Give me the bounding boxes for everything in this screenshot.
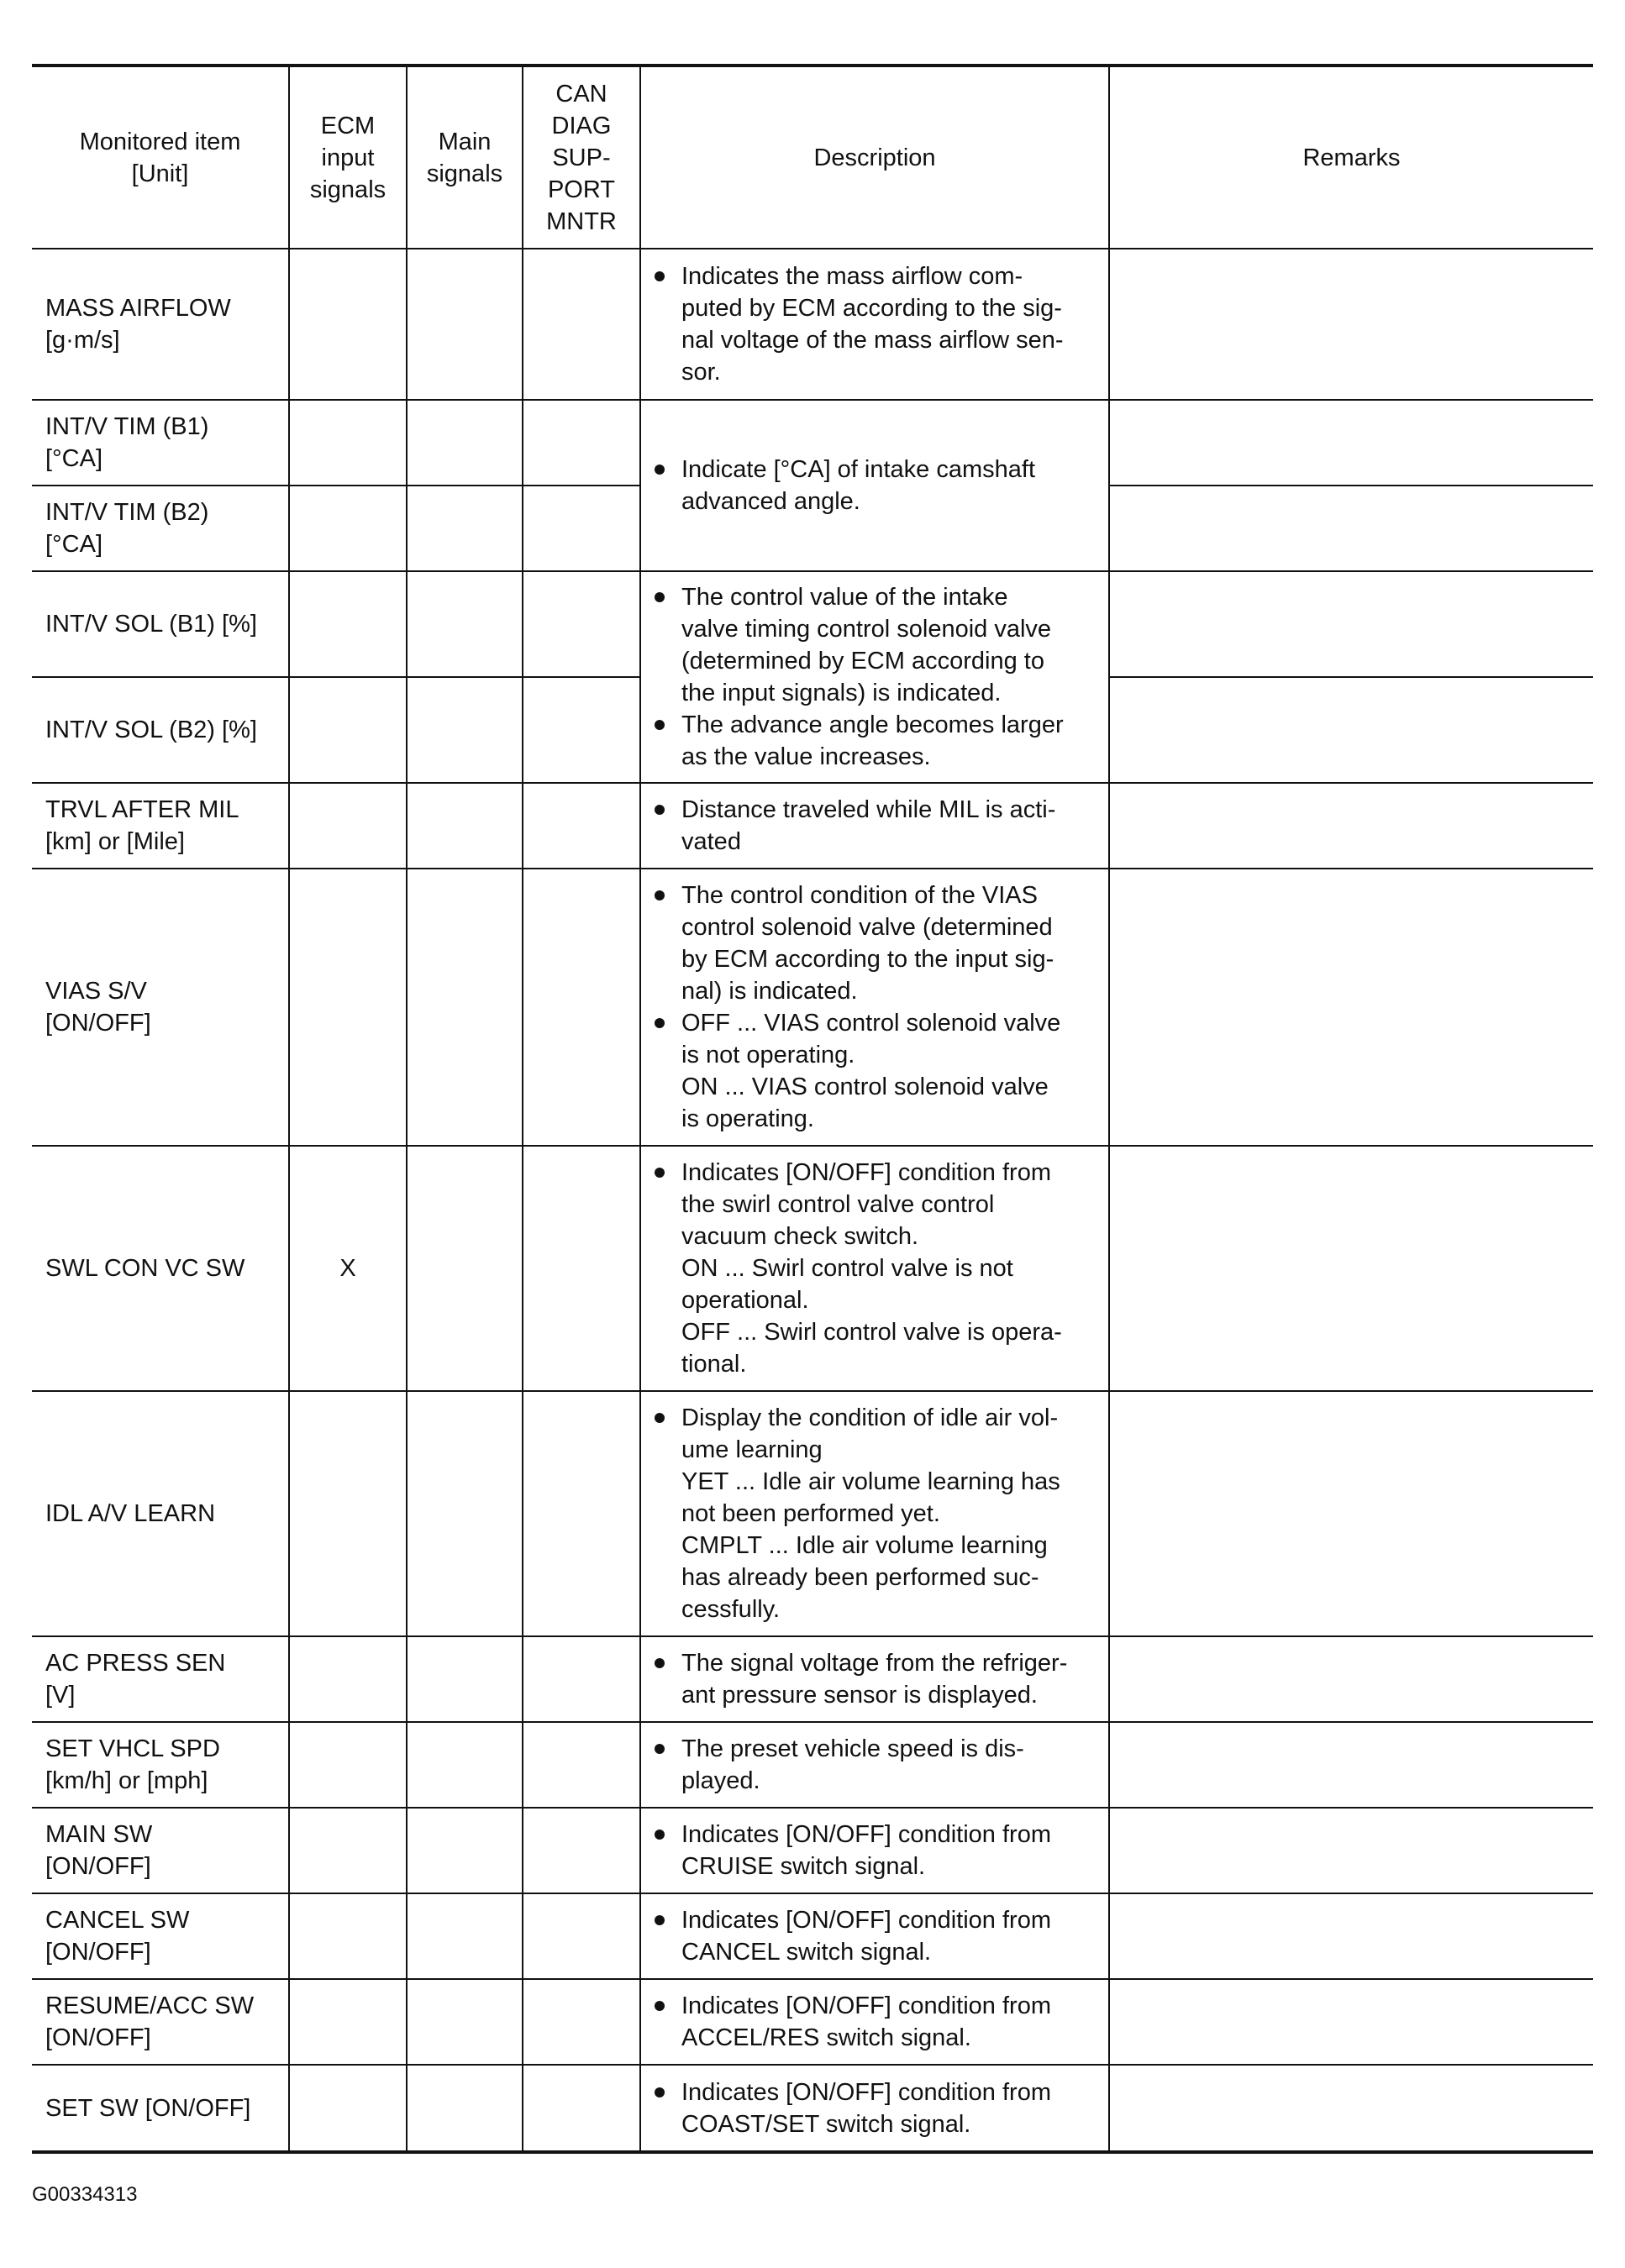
description-bullet [649, 1904, 1098, 1968]
description-line: YET ... Idle air volume learning has [681, 1468, 1060, 1495]
monitored-item-cell [32, 1391, 289, 1636]
description-cell [640, 571, 1109, 783]
ecm-input-cell [289, 869, 407, 1146]
can-diag-cell [523, 1893, 640, 1979]
description-line: Indicates [ON/OFF] condition from [681, 1907, 1051, 1934]
monitored-item-text: INT/V SOL (B2) [%] [45, 717, 257, 743]
monitored-item-text: MASS AIRFLOW [45, 295, 231, 322]
table-row [32, 1979, 1593, 2065]
description-bullet-list [649, 454, 1098, 517]
description-line: advanced angle. [681, 488, 860, 515]
remarks-cell [1109, 1391, 1593, 1636]
remarks-cell [1109, 2065, 1593, 2152]
can-diag-cell [523, 1722, 640, 1808]
main-signals-cell [407, 1722, 523, 1808]
description-line: played. [681, 1767, 760, 1794]
can-diag-cell [523, 571, 640, 677]
table-body [32, 249, 1593, 2152]
main-signals-cell [407, 869, 523, 1146]
ecm-input-cell [289, 677, 407, 783]
monitored-item-text: [km] or [Mile] [45, 828, 185, 855]
description-bullet-list [649, 2076, 1098, 2140]
table-row [32, 2065, 1593, 2152]
description-line: by ECM according to the input sig- [681, 946, 1054, 973]
description-bullet-list [649, 1819, 1098, 1882]
monitored-item-text: CANCEL SW [45, 1907, 190, 1934]
monitored-item-cell [32, 783, 289, 869]
figure-id: G00334313 [32, 2183, 138, 2206]
remarks-cell [1109, 1979, 1593, 2065]
description-line: operational. [681, 1287, 809, 1314]
description-bullet-list [649, 1904, 1098, 1968]
description-bullet [649, 2076, 1098, 2140]
main-signals-cell [407, 2065, 523, 2152]
description-line: is not operating. [681, 1042, 855, 1068]
header-monitored-item: Monitored item [Unit] [32, 66, 289, 249]
description-line: Indicates [ON/OFF] condition from [681, 1159, 1051, 1186]
description-line: OFF ... VIAS control solenoid valve [681, 1010, 1061, 1037]
description-line: has already been performed suc- [681, 1564, 1039, 1591]
main-signals-cell [407, 1808, 523, 1893]
description-bullet-list [649, 581, 1098, 773]
description-line: cessfully. [681, 1596, 781, 1623]
can-diag-cell [523, 1979, 640, 2065]
main-signals-cell [407, 1979, 523, 2065]
table-row [32, 400, 1593, 486]
header-description: Description [640, 66, 1109, 249]
table-row [32, 249, 1593, 400]
description-line: vacuum check switch. [681, 1223, 919, 1250]
monitored-item-text: TRVL AFTER MIL [45, 796, 239, 823]
description-cell [640, 1146, 1109, 1391]
main-signals-cell [407, 400, 523, 486]
remarks-cell [1109, 571, 1593, 677]
description-cell [640, 1979, 1109, 2065]
ecm-input-cell [289, 1391, 407, 1636]
monitored-item-text: [g·m/s] [45, 327, 120, 354]
ecm-input-cell [289, 1636, 407, 1722]
main-signals-cell [407, 677, 523, 783]
monitored-item-text: [ON/OFF] [45, 1010, 151, 1037]
remarks-cell [1109, 1893, 1593, 1979]
table-row [32, 1722, 1593, 1808]
description-line: ume learning [681, 1436, 823, 1463]
monitored-item-text: [ON/OFF] [45, 1939, 151, 1966]
description-bullet [649, 454, 1098, 517]
ecm-input-cell [289, 1808, 407, 1893]
description-line: CMPLT ... Idle air volume learning [681, 1532, 1048, 1559]
header-row [32, 66, 1593, 249]
ecm-input-cell [289, 486, 407, 571]
remarks-cell [1109, 486, 1593, 571]
description-bullet [649, 1402, 1098, 1625]
description-line: nal) is indicated. [681, 978, 858, 1005]
monitored-item-text: MAIN SW [45, 1821, 153, 1848]
monitored-item-cell [32, 1808, 289, 1893]
description-line: CRUISE switch signal. [681, 1853, 926, 1880]
remarks-cell [1109, 249, 1593, 400]
description-cell [640, 249, 1109, 400]
description-cell [640, 869, 1109, 1146]
monitored-item-text: INT/V SOL (B1) [%] [45, 611, 257, 638]
can-diag-cell [523, 677, 640, 783]
description-line: The signal voltage from the refriger- [681, 1650, 1068, 1677]
monitored-item-text: [°CA] [45, 445, 103, 472]
table-row [32, 1808, 1593, 1893]
description-bullet-list [649, 1402, 1098, 1625]
description-line: ant pressure sensor is displayed. [681, 1682, 1038, 1709]
table-row [32, 1893, 1593, 1979]
table-row [32, 783, 1593, 869]
description-line: puted by ECM according to the sig- [681, 295, 1062, 322]
monitored-item-cell [32, 1146, 289, 1391]
remarks-cell [1109, 1636, 1593, 1722]
monitored-item-text: RESUME/ACC SW [45, 1992, 255, 2019]
description-line: COAST/SET switch signal. [681, 2110, 971, 2138]
description-line: The preset vehicle speed is dis- [681, 1735, 1024, 1762]
monitored-item-cell [32, 2065, 289, 2152]
header-ecm-input-signals: ECM input signals [289, 66, 407, 249]
can-diag-cell [523, 1636, 640, 1722]
monitored-item-text: [V] [45, 1682, 76, 1709]
description-line: Indicates [ON/OFF] condition from [681, 1992, 1051, 2019]
table-row [32, 1391, 1593, 1636]
monitored-item-text: IDL A/V LEARN [45, 1500, 216, 1527]
description-cell [640, 1808, 1109, 1893]
ecm-input-cell [289, 400, 407, 486]
description-line: Indicates the mass airflow com- [681, 263, 1023, 290]
monitored-item-cell [32, 869, 289, 1146]
main-signals-cell [407, 486, 523, 571]
description-cell [640, 400, 1109, 571]
table-row [32, 1146, 1593, 1391]
can-diag-cell [523, 869, 640, 1146]
description-line: ACCEL/RES switch signal. [681, 2024, 971, 2051]
ecm-input-cell [289, 1979, 407, 2065]
can-diag-cell [523, 2065, 640, 2152]
description-bullet-list [649, 260, 1098, 388]
can-diag-cell [523, 486, 640, 571]
monitored-item-cell [32, 1722, 289, 1808]
main-signals-cell [407, 249, 523, 400]
can-diag-cell [523, 1808, 640, 1893]
can-diag-cell [523, 1146, 640, 1391]
monitored-item-text: [km/h] or [mph] [45, 1767, 208, 1794]
description-line: sor. [681, 359, 721, 386]
description-bullet [649, 1007, 1098, 1135]
table-row [32, 869, 1593, 1146]
main-signals-cell [407, 1146, 523, 1391]
main-signals-cell [407, 1391, 523, 1636]
description-line: nal voltage of the mass airflow sen- [681, 327, 1064, 354]
description-line: The advance angle becomes larger [681, 711, 1064, 738]
description-cell [640, 2065, 1109, 2152]
remarks-cell [1109, 869, 1593, 1146]
description-bullet [649, 581, 1098, 709]
monitored-item-text: VIAS S/V [45, 978, 147, 1005]
description-cell [640, 1722, 1109, 1808]
description-bullet-list [649, 1647, 1098, 1711]
description-bullet-list [649, 1990, 1098, 2054]
description-line: the input signals) is indicated. [681, 680, 1002, 706]
description-bullet [649, 879, 1098, 1007]
main-signals-cell [407, 783, 523, 869]
description-bullet-list [649, 1733, 1098, 1797]
description-bullet [649, 1819, 1098, 1882]
remarks-cell [1109, 1722, 1593, 1808]
description-line: Indicates [ON/OFF] condition from [681, 1821, 1051, 1848]
table-row [32, 1636, 1593, 1722]
remarks-cell [1109, 400, 1593, 486]
description-line: (determined by ECM according to [681, 648, 1044, 675]
description-line: control solenoid valve (determined [681, 914, 1053, 941]
monitored-item-text: SWL CON VC SW [45, 1255, 245, 1282]
description-bullet [649, 1733, 1098, 1797]
description-bullet [649, 1990, 1098, 2054]
description-bullet-list [649, 1157, 1098, 1380]
header-can-diag-support-mntr: CAN DIAG SUP- PORT MNTR [523, 66, 640, 249]
description-cell [640, 1636, 1109, 1722]
monitored-item-text: [ON/OFF] [45, 1853, 151, 1880]
description-bullet [649, 794, 1098, 858]
remarks-cell [1109, 677, 1593, 783]
remarks-cell [1109, 1808, 1593, 1893]
main-signals-cell [407, 1636, 523, 1722]
monitored-item-text: AC PRESS SEN [45, 1650, 226, 1677]
monitored-item-text: [°CA] [45, 531, 103, 558]
table-row [32, 571, 1593, 677]
monitored-item-cell [32, 400, 289, 486]
description-line: ON ... Swirl control valve is not [681, 1255, 1013, 1282]
description-bullet [649, 709, 1098, 773]
monitored-item-cell [32, 677, 289, 783]
description-cell [640, 1391, 1109, 1636]
description-line: Indicate [°CA] of intake camshaft [681, 456, 1036, 483]
ecm-input-cell [289, 249, 407, 400]
description-line: not been performed yet. [681, 1500, 940, 1527]
description-line: OFF ... Swirl control valve is opera- [681, 1319, 1062, 1346]
can-diag-cell [523, 783, 640, 869]
monitored-item-text: SET SW [ON/OFF] [45, 2094, 251, 2122]
can-diag-cell [523, 1391, 640, 1636]
monitored-item-cell [32, 486, 289, 571]
monitored-item-cell [32, 1636, 289, 1722]
description-line: Indicates [ON/OFF] condition from [681, 2078, 1051, 2106]
ecm-input-cell: X [289, 1146, 407, 1391]
monitored-item-text: INT/V TIM (B2) [45, 499, 209, 526]
header-remarks: Remarks [1109, 66, 1593, 249]
ecm-input-cell [289, 571, 407, 677]
header-main-signals: Main signals [407, 66, 523, 249]
description-bullet-list [649, 794, 1098, 858]
description-line: CANCEL switch signal. [681, 1939, 932, 1966]
ecm-input-cell [289, 1893, 407, 1979]
description-bullet [649, 260, 1098, 388]
monitored-item-text: SET VHCL SPD [45, 1735, 220, 1762]
description-line: valve timing control solenoid valve [681, 616, 1052, 643]
description-line: the swirl control valve control [681, 1191, 995, 1218]
description-bullet [649, 1157, 1098, 1380]
monitored-item-text: [ON/OFF] [45, 2024, 151, 2051]
monitored-item-cell [32, 1893, 289, 1979]
description-line: The control value of the intake [681, 584, 1008, 611]
monitored-item-cell [32, 249, 289, 400]
description-cell [640, 1893, 1109, 1979]
monitored-item-cell [32, 1979, 289, 2065]
description-cell [640, 783, 1109, 869]
description-line: The control condition of the VIAS [681, 882, 1038, 909]
description-line: Display the condition of idle air vol- [681, 1404, 1059, 1431]
main-signals-cell [407, 1893, 523, 1979]
description-line: as the value increases. [681, 743, 931, 770]
ecm-input-cell [289, 783, 407, 869]
description-line: ON ... VIAS control solenoid valve [681, 1074, 1049, 1100]
description-line: tional. [681, 1351, 747, 1378]
description-line: Distance traveled while MIL is acti- [681, 796, 1056, 823]
description-line: is operating. [681, 1105, 814, 1132]
can-diag-cell [523, 249, 640, 400]
remarks-cell [1109, 1146, 1593, 1391]
description-bullet-list [649, 879, 1098, 1135]
remarks-cell [1109, 783, 1593, 869]
monitored-item-cell [32, 571, 289, 677]
ecm-input-cell [289, 1722, 407, 1808]
main-signals-cell [407, 571, 523, 677]
monitor-item-table [32, 64, 1593, 2154]
can-diag-cell [523, 400, 640, 486]
description-bullet [649, 1647, 1098, 1711]
ecm-input-cell [289, 2065, 407, 2152]
description-line: vated [681, 828, 741, 855]
monitored-item-text: INT/V TIM (B1) [45, 413, 209, 440]
